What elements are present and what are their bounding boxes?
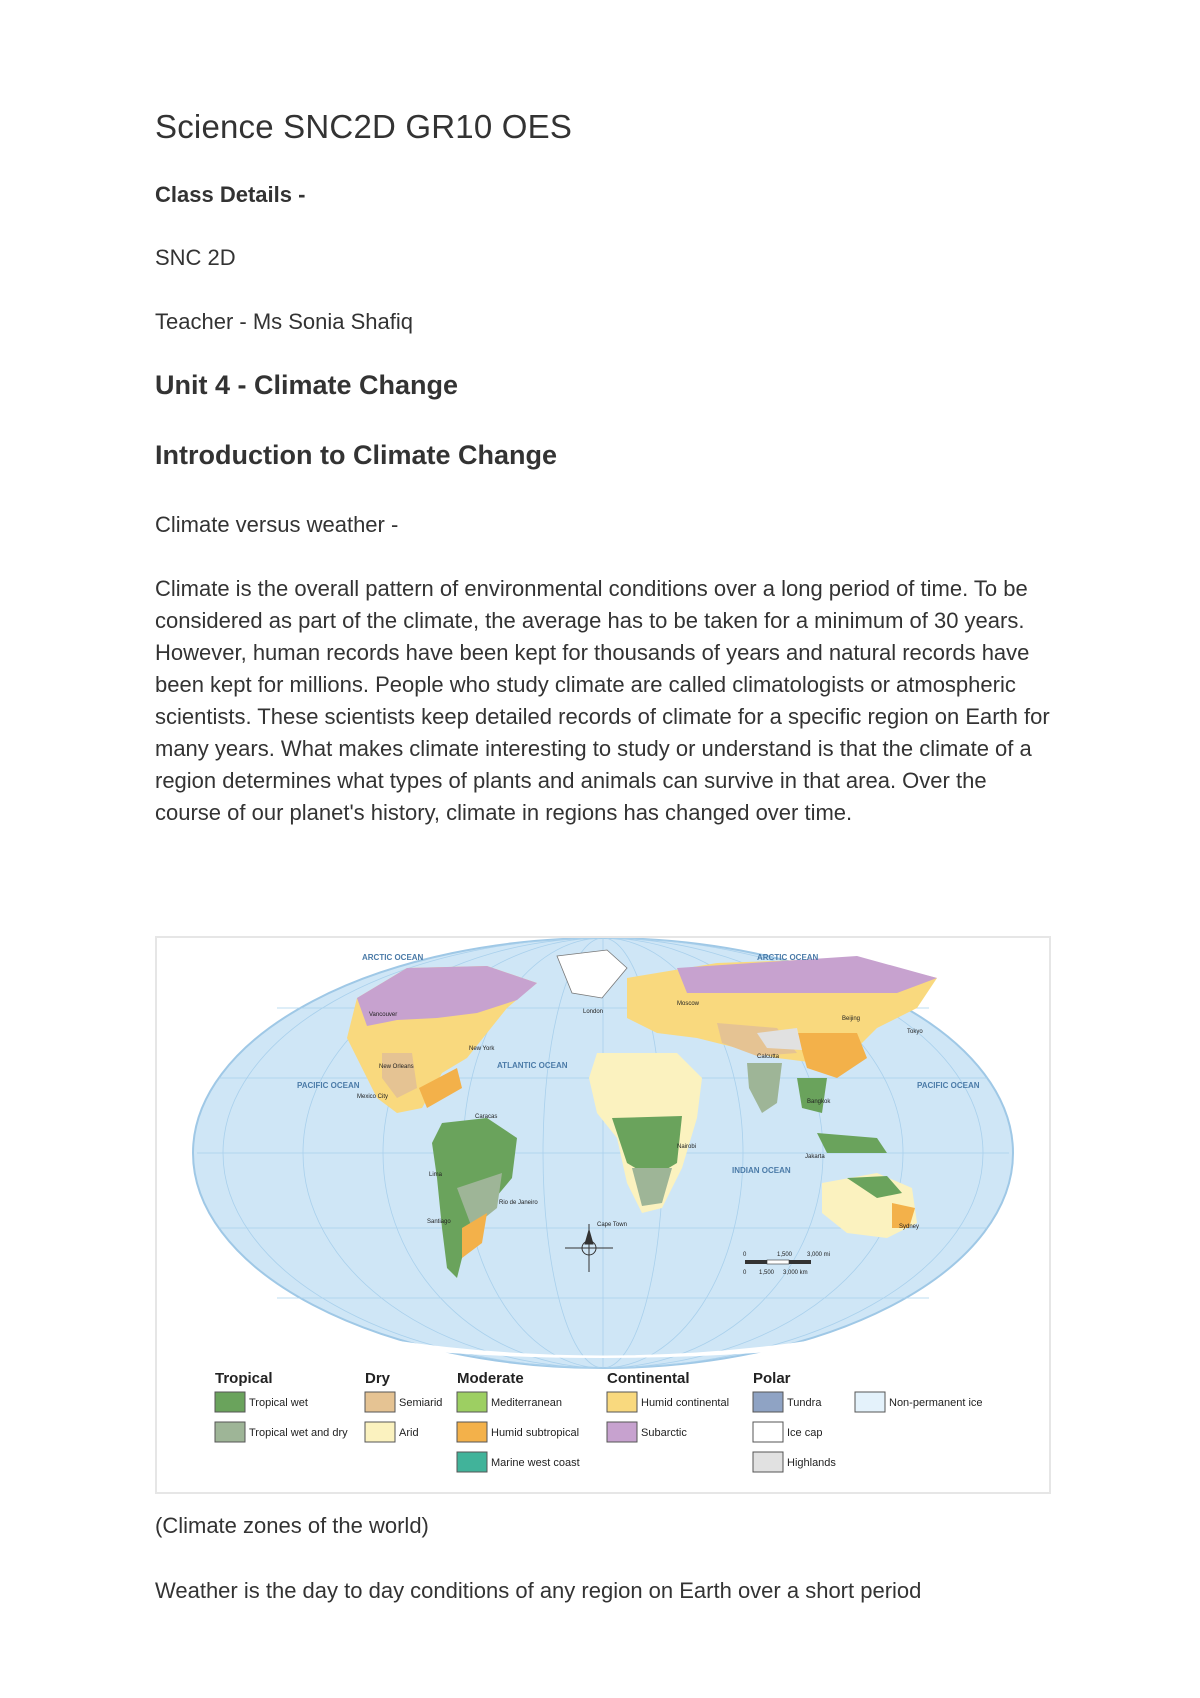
city-mexico-city: Mexico City — [357, 1094, 389, 1100]
legend-humid-continental: Humid continental — [641, 1397, 730, 1409]
swatch-tropical-wet — [215, 1392, 245, 1412]
city-cape-town: Cape Town — [597, 1222, 627, 1228]
legend-title-tropical: Tropical — [215, 1370, 273, 1387]
scale-mid-mi: 1,500 — [777, 1252, 793, 1258]
scale-mid-km: 1,500 — [759, 1270, 775, 1276]
ocean-label-atlantic: ATLANTIC OCEAN — [497, 1061, 568, 1070]
swatch-subarctic — [607, 1422, 637, 1442]
swatch-semiarid — [365, 1392, 395, 1412]
climate-paragraph: Climate is the overall pattern of environmental conditions over a long period of time. To be considered as part of the climate, the average has to be taken for a minimum of 30 years. However, human records have been kept for thousands of years and natural records have been kept for millions. People who study climate are called climatologists or atmospheric scientists. These scientists keep detailed records of climate for a specific region on Earth for many years. What makes climate interesting to study or understand is that the climate of a region determines what types of plants and animals can survive in that area. Over the course of our planet's history, climate in regions has changed over time. — [155, 576, 1050, 825]
map-legend — [215, 1370, 983, 1472]
swatch-non-permanent-ice — [855, 1392, 885, 1412]
scale-end-mi: 3,000 mi — [807, 1252, 831, 1258]
city-lima: Lima — [429, 1172, 443, 1178]
swatch-marine-west-coast — [457, 1452, 487, 1472]
swatch-arid — [365, 1422, 395, 1442]
document-title: Science SNC2D GR10 OES — [155, 108, 573, 145]
city-calcutta: Calcutta — [757, 1054, 780, 1060]
climate-map-figure — [155, 936, 1051, 1494]
swatch-tropical-wet-dry — [215, 1422, 245, 1442]
swatch-tundra — [753, 1392, 783, 1412]
city-sydney: Sydney — [899, 1224, 920, 1230]
legend-tropical-wet: Tropical wet — [249, 1397, 308, 1409]
city-new-orleans: New Orleans — [379, 1064, 414, 1070]
swatch-highlands — [753, 1452, 783, 1472]
scale-end-km: 3,000 km — [783, 1270, 808, 1276]
scale-zero-mi: 0 — [743, 1252, 747, 1258]
legend-mediterranean: Mediterranean — [491, 1397, 562, 1409]
city-moscow: Moscow — [677, 1001, 700, 1007]
city-caracas: Caracas — [475, 1114, 498, 1120]
legend-humid-subtropical: Humid subtropical — [491, 1427, 580, 1439]
legend-non-permanent-ice: Non-permanent ice — [889, 1397, 983, 1409]
legend-highlands: Highlands — [787, 1457, 836, 1469]
city-vancouver: Vancouver — [369, 1012, 398, 1018]
weather-paragraph: Weather is the day to day conditions of any region on Earth over a short period — [155, 1578, 922, 1603]
legend-ice-cap: Ice cap — [787, 1427, 823, 1439]
ocean-label-arctic-left: ARCTIC OCEAN — [362, 953, 424, 962]
legend-title-dry: Dry — [365, 1370, 391, 1387]
climate-map — [157, 938, 1049, 1492]
city-london: London — [583, 1009, 604, 1015]
city-rio: Rio de Janeiro — [499, 1200, 538, 1206]
legend-marine-west-coast: Marine west coast — [491, 1457, 580, 1469]
swatch-mediterranean — [457, 1392, 487, 1412]
city-new-york: New York — [469, 1046, 495, 1052]
city-tokyo: Tokyo — [907, 1029, 923, 1035]
city-santiago: Santiago — [427, 1219, 451, 1225]
legend-title-polar: Polar — [753, 1370, 791, 1387]
class-details-label: Class Details - — [155, 182, 306, 207]
city-beijing: Beijing — [842, 1016, 861, 1022]
swatch-ice-cap — [753, 1422, 783, 1442]
ocean-label-arctic-right: ARCTIC OCEAN — [757, 953, 819, 962]
swatch-humid-subtropical — [457, 1422, 487, 1442]
subheading: Climate versus weather - — [155, 512, 399, 537]
legend-title-moderate: Moderate — [457, 1370, 524, 1387]
figure-caption: (Climate zones of the world) — [155, 1513, 429, 1538]
course-code: SNC 2D — [155, 245, 236, 270]
city-nairobi: Nairobi — [677, 1144, 697, 1150]
legend-tropical-wet-dry: Tropical wet and dry — [249, 1427, 348, 1439]
city-jakarta: Jakarta — [805, 1154, 825, 1160]
legend-arid: Arid — [399, 1427, 419, 1439]
ocean-label-pacific-left: PACIFIC OCEAN — [297, 1081, 360, 1090]
ocean-label-indian: INDIAN OCEAN — [732, 1166, 791, 1175]
section-heading: Introduction to Climate Change — [155, 440, 557, 470]
legend-title-continental: Continental — [607, 1370, 690, 1387]
scale-zero-km: 0 — [743, 1270, 747, 1276]
legend-subarctic: Subarctic — [641, 1427, 687, 1439]
ocean-label-pacific-right: PACIFIC OCEAN — [917, 1081, 980, 1090]
unit-heading: Unit 4 - Climate Change — [155, 370, 459, 400]
teacher-line: Teacher - Ms Sonia Shafiq — [155, 309, 414, 334]
city-bangkok: Bangkok — [807, 1099, 831, 1105]
legend-semiarid: Semiarid — [399, 1397, 443, 1409]
legend-tundra: Tundra — [787, 1397, 822, 1409]
swatch-humid-continental — [607, 1392, 637, 1412]
